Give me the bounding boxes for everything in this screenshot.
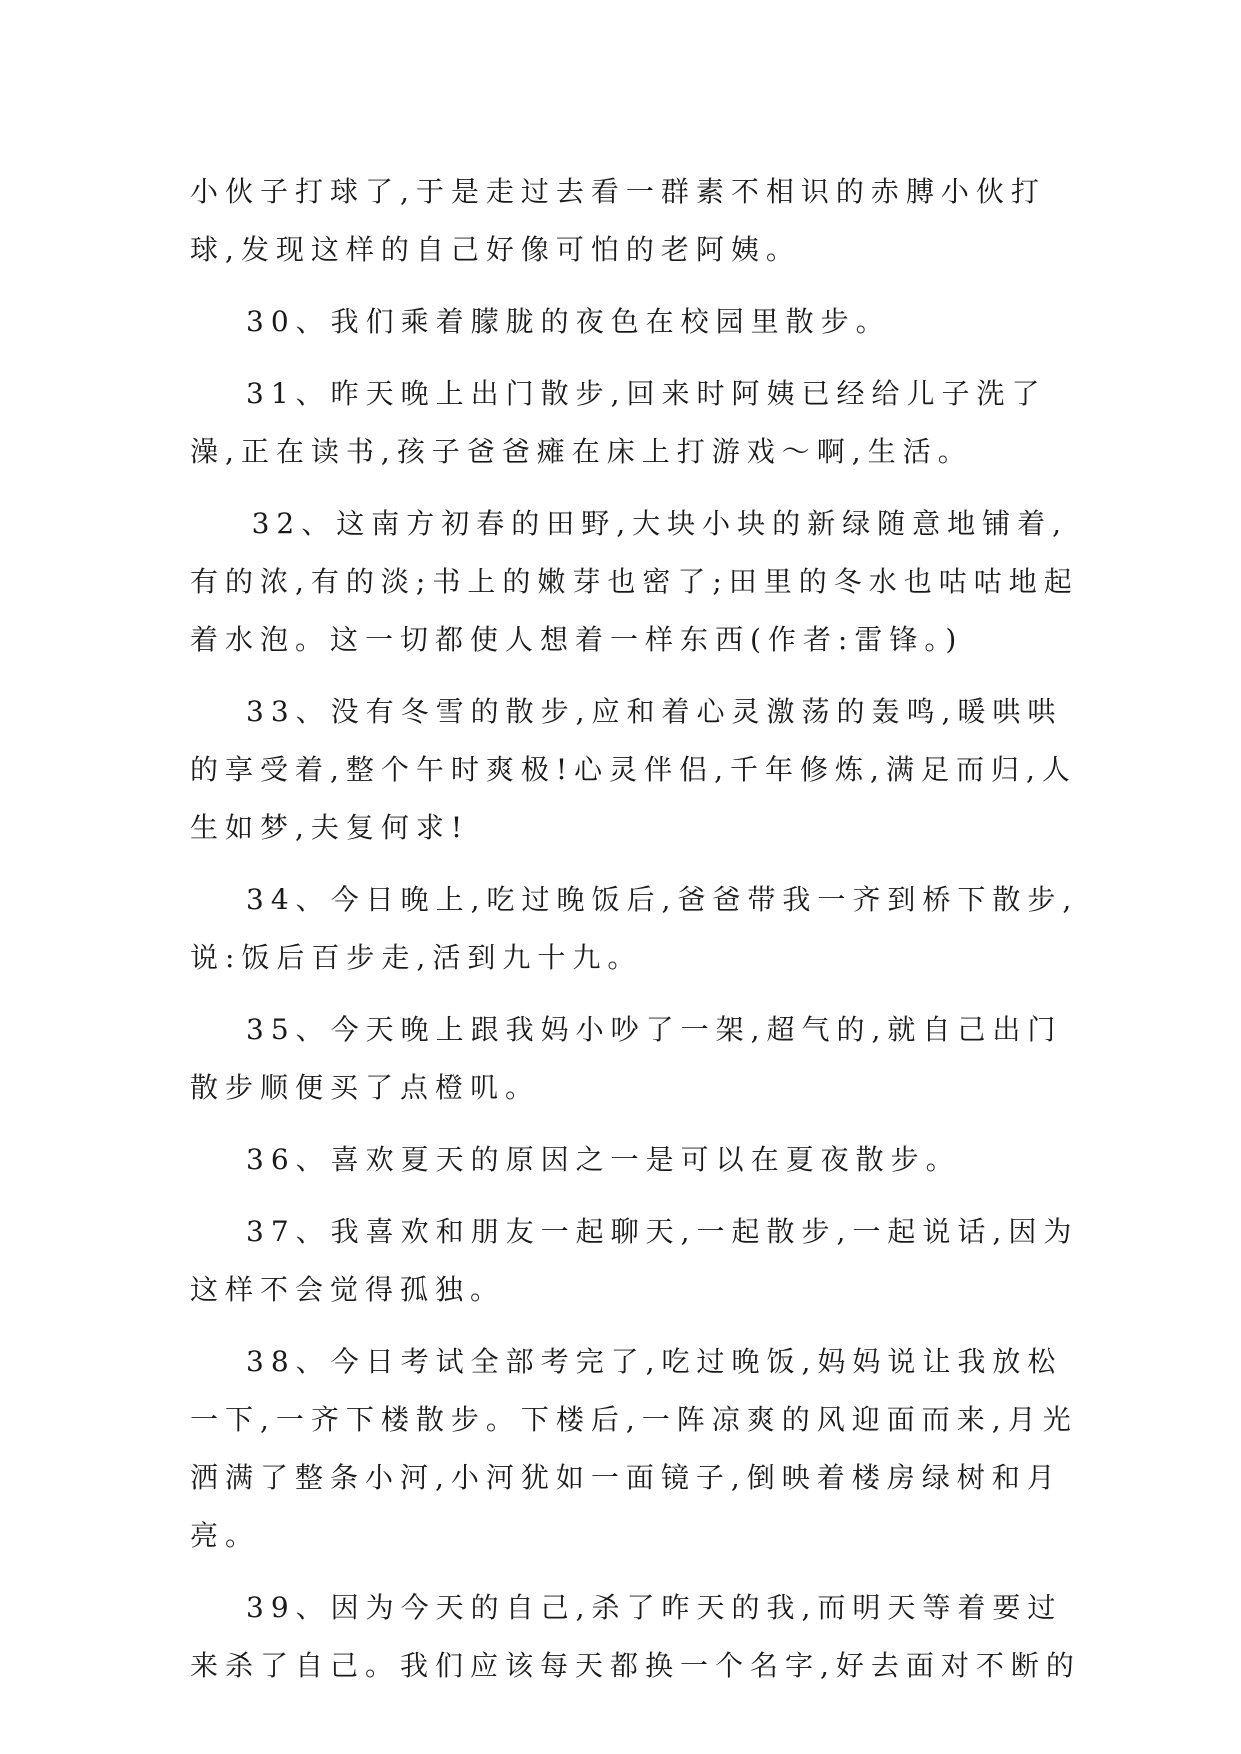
paragraph-32: 32、这南方初春的田野,大块小块的新绿随意地铺着,有的浓,有的淡;书上的嫩芽也密了;田里的冬水也咕咕地起着水泡。这一切都使人想着一样东西(作者:雷锋。): [190, 507, 1079, 656]
paragraph-35: 35、今天晚上跟我妈小吵了一架,超气的,就自己出门散步顺便买了点橙叽。: [190, 1013, 1063, 1104]
paragraph-30: 30、我们乘着朦胧的夜色在校园里散步。: [246, 305, 891, 338]
document-body: [190, 163, 1090, 1709]
paragraph-31: 31、昨天晚上出门散步,回来时阿姨已经给儿子洗了澡,正在读书,孩子爸爸瘫在床上打游戏～啊,生活。: [190, 377, 1047, 468]
paragraph-38: 38、今日考试全部考完了,吃过晚饭,妈妈说让我放松一下,一齐下楼散步。下楼后,一阵凉爽的风迎面而来,月光洒满了整条小河,小河犹如一面镜子,倒映着楼房绿树和月亮。: [190, 1345, 1078, 1552]
paragraph-continued: 小伙子打球了,于是走过去看一群素不相识的赤膊小伙打球,发现这样的自己好像可怕的老阿姨。: [190, 175, 1046, 266]
paragraph-39: 39、因为今天的自己,杀了昨天的我,而明天等着要过来杀了自己。我们应该每天都换一个名字,好去面对不断的: [190, 1591, 1081, 1682]
paragraph-33: 33、没有冬雪的散步,应和着心灵激荡的轰鸣,暖哄哄的享受着,整个午时爽极!心灵伴侣,千年修炼,满足而归,人生如梦,夫复何求!: [190, 695, 1077, 844]
paragraph-36: 36、喜欢夏天的原因之一是可以在夏夜散步。: [246, 1143, 961, 1176]
paragraph-34: 34、今日晚上,吃过晚饭后,爸爸带我一齐到桥下散步,说:饭后百步走,活到九十九。: [190, 883, 1079, 974]
paragraph-37: 37、我喜欢和朋友一起聊天,一起散步,一起说话,因为这样不会觉得孤独。: [190, 1215, 1079, 1306]
